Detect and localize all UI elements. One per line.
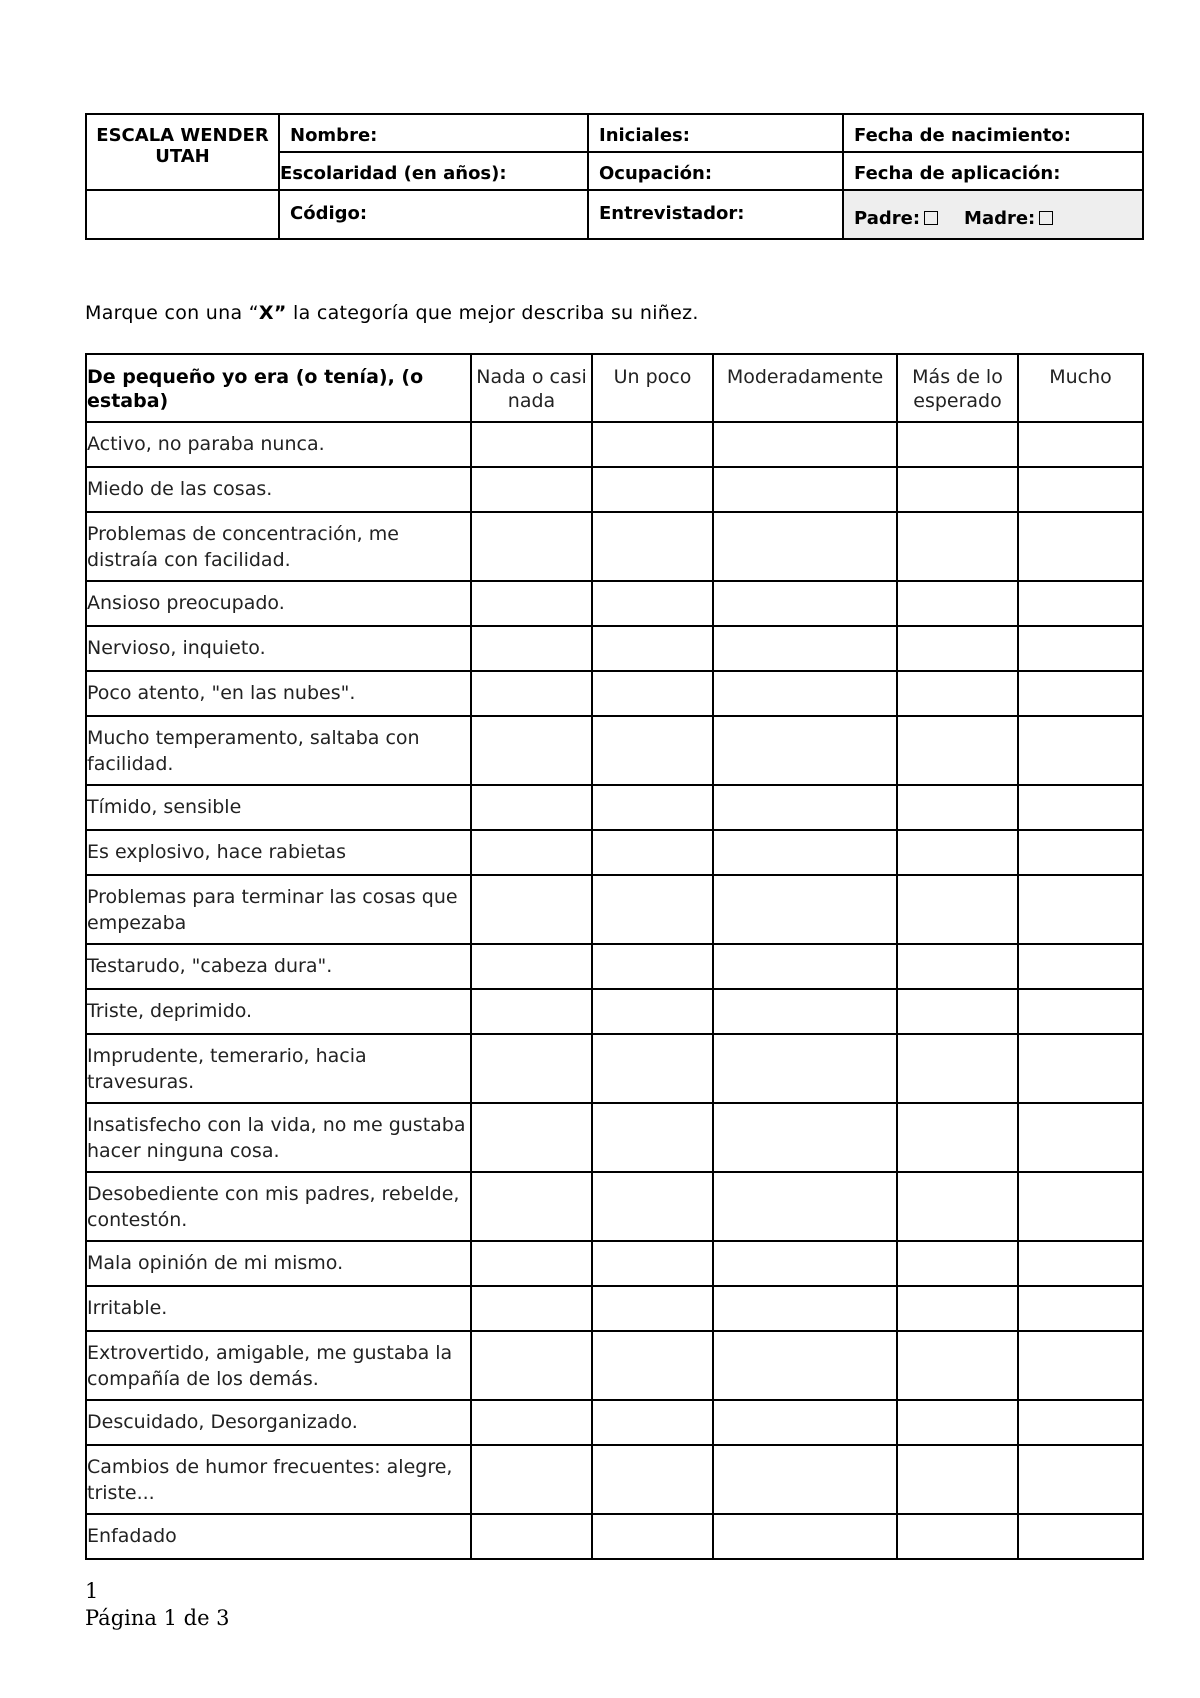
item-label: Es explosivo, hace rabietas xyxy=(86,830,471,875)
table-row xyxy=(86,1172,1143,1241)
item-label: Extrovertido, amigable, me gustaba la compañía de los demás. xyxy=(86,1331,471,1400)
rating-cell[interactable] xyxy=(897,1103,1018,1172)
table-row xyxy=(86,944,1143,989)
rating-cell[interactable] xyxy=(592,1034,713,1103)
rating-cell[interactable] xyxy=(713,626,897,671)
rating-cell[interactable] xyxy=(592,944,713,989)
rating-cell[interactable] xyxy=(713,467,897,512)
table-row xyxy=(86,1331,1143,1400)
parent-selector xyxy=(843,190,1143,239)
rating-cell[interactable] xyxy=(897,1331,1018,1400)
rating-cell[interactable] xyxy=(471,1241,592,1286)
rating-cell[interactable] xyxy=(1018,467,1143,512)
table-row xyxy=(86,626,1143,671)
rating-cell[interactable] xyxy=(897,875,1018,944)
item-label: Testarudo, "cabeza dura". xyxy=(86,944,471,989)
rating-cell[interactable] xyxy=(592,1400,713,1445)
rating-cell[interactable] xyxy=(592,626,713,671)
rating-cell[interactable] xyxy=(592,1445,713,1514)
rating-cell[interactable] xyxy=(713,1034,897,1103)
rating-cell[interactable] xyxy=(471,581,592,626)
madre-label: Madre: xyxy=(964,208,1036,229)
nombre-field[interactable]: Nombre: xyxy=(279,114,588,152)
rating-cell[interactable] xyxy=(713,1286,897,1331)
rating-cell[interactable] xyxy=(471,1514,592,1559)
rating-table xyxy=(85,353,1144,1560)
rating-cell[interactable] xyxy=(592,422,713,467)
rating-cell[interactable] xyxy=(897,1514,1018,1559)
padre-checkbox[interactable] xyxy=(924,211,938,225)
rating-cell[interactable] xyxy=(1018,830,1143,875)
rating-cell[interactable] xyxy=(897,716,1018,785)
rating-cell[interactable] xyxy=(471,512,592,581)
table-row xyxy=(86,1400,1143,1445)
table-row xyxy=(86,1034,1143,1103)
rating-cell[interactable] xyxy=(471,1400,592,1445)
rating-cell[interactable] xyxy=(1018,1241,1143,1286)
table-row xyxy=(86,830,1143,875)
item-label: Irritable. xyxy=(86,1286,471,1331)
rating-cell[interactable] xyxy=(713,1400,897,1445)
rating-cell[interactable] xyxy=(592,581,713,626)
ocupacion-field[interactable]: Ocupación: xyxy=(588,152,843,190)
rating-cell[interactable] xyxy=(897,626,1018,671)
item-label: Problemas de concentración, me distraía con facilidad. xyxy=(86,512,471,581)
item-label: Poco atento, "en las nubes". xyxy=(86,671,471,716)
table-row xyxy=(86,671,1143,716)
rating-cell[interactable] xyxy=(713,1445,897,1514)
fecha-aplicacion-field[interactable]: Fecha de aplicación: xyxy=(843,152,1143,190)
item-label: Desobediente con mis padres, rebelde, contestón. xyxy=(86,1172,471,1241)
rating-cell[interactable] xyxy=(1018,1400,1143,1445)
rating-cell[interactable] xyxy=(471,944,592,989)
table-row xyxy=(86,875,1143,944)
item-label: Enfadado xyxy=(86,1514,471,1559)
column-header-mucho: Mucho xyxy=(1018,354,1143,422)
item-label: Cambios de humor frecuentes: alegre, triste... xyxy=(86,1445,471,1514)
rating-cell[interactable] xyxy=(471,1103,592,1172)
header-info-table xyxy=(85,113,1144,240)
table-row xyxy=(86,1514,1143,1559)
table-row xyxy=(86,1241,1143,1286)
page-number: 1 xyxy=(85,1579,99,1603)
rating-cell[interactable] xyxy=(592,1514,713,1559)
column-header-item: De pequeño yo era (o tenía), (o estaba) xyxy=(86,354,471,422)
rating-cell[interactable] xyxy=(1018,716,1143,785)
rating-cell[interactable] xyxy=(1018,1286,1143,1331)
item-label: Problemas para terminar las cosas que empezaba xyxy=(86,875,471,944)
rating-cell[interactable] xyxy=(713,1241,897,1286)
rating-cell[interactable] xyxy=(897,1172,1018,1241)
item-label: Insatisfecho con la vida, no me gustaba hacer ninguna cosa. xyxy=(86,1103,471,1172)
rating-cell[interactable] xyxy=(897,671,1018,716)
rating-cell[interactable] xyxy=(471,467,592,512)
rating-cell[interactable] xyxy=(897,512,1018,581)
item-label: Triste, deprimido. xyxy=(86,989,471,1034)
scale-title: ESCALA WENDER UTAH xyxy=(86,114,279,190)
rating-cell[interactable] xyxy=(713,716,897,785)
rating-cell[interactable] xyxy=(713,875,897,944)
rating-cell[interactable] xyxy=(713,785,897,830)
rating-cell[interactable] xyxy=(592,1103,713,1172)
instruction-text: Marque con una “X” la categoría que mejor describa su niñez. xyxy=(85,302,699,324)
rating-cell[interactable] xyxy=(713,989,897,1034)
table-row xyxy=(86,1286,1143,1331)
rating-cell[interactable] xyxy=(471,1034,592,1103)
rating-cell[interactable] xyxy=(1018,1514,1143,1559)
madre-checkbox[interactable] xyxy=(1039,211,1053,225)
rating-cell[interactable] xyxy=(592,1172,713,1241)
table-row xyxy=(86,422,1143,467)
rating-cell[interactable] xyxy=(1018,785,1143,830)
page-label: Página 1 de 3 xyxy=(85,1606,230,1630)
item-label: Mala opinión de mi mismo. xyxy=(86,1241,471,1286)
rating-cell[interactable] xyxy=(713,1331,897,1400)
rating-cell[interactable] xyxy=(1018,422,1143,467)
rating-cell[interactable] xyxy=(713,944,897,989)
table-row xyxy=(86,785,1143,830)
rating-cell[interactable] xyxy=(592,1241,713,1286)
rating-cell[interactable] xyxy=(897,1286,1018,1331)
column-header-mas-de-lo-esperado: Más de lo esperado xyxy=(897,354,1018,422)
rating-cell[interactable] xyxy=(1018,875,1143,944)
rating-cell[interactable] xyxy=(897,1241,1018,1286)
rating-cell[interactable] xyxy=(592,1286,713,1331)
rating-cell[interactable] xyxy=(471,875,592,944)
table-row xyxy=(86,512,1143,581)
table-row xyxy=(86,581,1143,626)
rating-cell[interactable] xyxy=(713,671,897,716)
table-row xyxy=(86,467,1143,512)
rating-cell[interactable] xyxy=(471,1286,592,1331)
rating-cell[interactable] xyxy=(471,830,592,875)
table-row xyxy=(86,989,1143,1034)
rating-cell[interactable] xyxy=(471,716,592,785)
fecha-nacimiento-field[interactable]: Fecha de nacimiento: xyxy=(843,114,1143,152)
rating-cell[interactable] xyxy=(471,785,592,830)
table-header-row xyxy=(86,354,1143,422)
rating-cell[interactable] xyxy=(592,716,713,785)
entrevistador-field[interactable]: Entrevistador: xyxy=(588,190,843,239)
table-row xyxy=(86,1445,1143,1514)
rating-cell[interactable] xyxy=(592,989,713,1034)
table-row xyxy=(86,1103,1143,1172)
rating-cell[interactable] xyxy=(713,581,897,626)
rating-cell[interactable] xyxy=(592,785,713,830)
rating-cell[interactable] xyxy=(897,1400,1018,1445)
rating-cell[interactable] xyxy=(471,1445,592,1514)
rating-cell[interactable] xyxy=(897,944,1018,989)
rating-cell[interactable] xyxy=(1018,989,1143,1034)
rating-cell[interactable] xyxy=(713,830,897,875)
rating-cell[interactable] xyxy=(592,875,713,944)
rating-cell[interactable] xyxy=(1018,626,1143,671)
rating-cell[interactable] xyxy=(1018,512,1143,581)
rating-cell[interactable] xyxy=(713,1172,897,1241)
rating-cell[interactable] xyxy=(1018,1103,1143,1172)
item-label: Activo, no paraba nunca. xyxy=(86,422,471,467)
codigo-field[interactable]: Código: xyxy=(279,190,588,239)
rating-cell[interactable] xyxy=(1018,1034,1143,1103)
instruction-mark: X” xyxy=(258,302,287,324)
rating-cell[interactable] xyxy=(1018,1331,1143,1400)
rating-cell[interactable] xyxy=(592,1331,713,1400)
rating-cell[interactable] xyxy=(897,785,1018,830)
table-row xyxy=(86,716,1143,785)
item-label: Miedo de las cosas. xyxy=(86,467,471,512)
rating-cell[interactable] xyxy=(1018,581,1143,626)
rating-cell[interactable] xyxy=(897,989,1018,1034)
rating-cell[interactable] xyxy=(897,830,1018,875)
rating-cell[interactable] xyxy=(592,512,713,581)
item-label: Ansioso preocupado. xyxy=(86,581,471,626)
rating-cell[interactable] xyxy=(1018,1445,1143,1514)
item-label: Descuidado, Desorganizado. xyxy=(86,1400,471,1445)
rating-cell[interactable] xyxy=(471,626,592,671)
empty-cell xyxy=(86,190,279,239)
rating-cell[interactable] xyxy=(1018,1172,1143,1241)
escolaridad-field[interactable]: Escolaridad (en años): xyxy=(279,152,588,190)
rating-cell[interactable] xyxy=(471,989,592,1034)
rating-cell[interactable] xyxy=(1018,944,1143,989)
rating-cell[interactable] xyxy=(897,467,1018,512)
rating-cell[interactable] xyxy=(713,512,897,581)
padre-label: Padre: xyxy=(854,208,921,229)
rating-cell[interactable] xyxy=(897,1034,1018,1103)
rating-cell[interactable] xyxy=(897,581,1018,626)
rating-cell[interactable] xyxy=(713,1514,897,1559)
rating-cell[interactable] xyxy=(713,1103,897,1172)
rating-cell[interactable] xyxy=(471,1172,592,1241)
rating-cell[interactable] xyxy=(897,1445,1018,1514)
rating-cell[interactable] xyxy=(471,1331,592,1400)
rating-cell[interactable] xyxy=(471,422,592,467)
item-label: Tímido, sensible xyxy=(86,785,471,830)
column-header-nada: Nada o casi nada xyxy=(471,354,592,422)
page-footer xyxy=(85,1578,230,1632)
item-label: Nervioso, inquieto. xyxy=(86,626,471,671)
rating-cell[interactable] xyxy=(592,830,713,875)
iniciales-field[interactable]: Iniciales: xyxy=(588,114,843,152)
rating-cell[interactable] xyxy=(897,422,1018,467)
rating-cell[interactable] xyxy=(713,422,897,467)
rating-cell[interactable] xyxy=(471,671,592,716)
column-header-un-poco: Un poco xyxy=(592,354,713,422)
rating-cell[interactable] xyxy=(592,467,713,512)
item-label: Mucho temperamento, saltaba con facilidad. xyxy=(86,716,471,785)
item-label: Imprudente, temerario, hacia travesuras. xyxy=(86,1034,471,1103)
rating-cell[interactable] xyxy=(592,671,713,716)
rating-cell[interactable] xyxy=(1018,671,1143,716)
column-header-moderadamente: Moderadamente xyxy=(713,354,897,422)
